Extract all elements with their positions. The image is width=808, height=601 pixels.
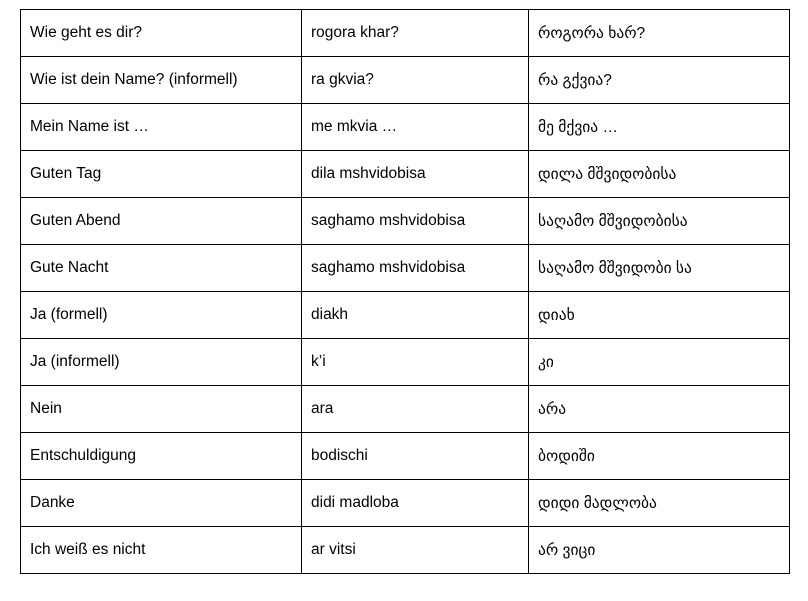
german-cell: Wie ist dein Name? (informell) (21, 57, 302, 104)
transliteration-cell: ar vitsi (302, 527, 529, 574)
phrase-table (20, 9, 790, 574)
georgian-cell: საღამო მშვიდობისა (529, 198, 790, 245)
table-row (21, 104, 790, 151)
transliteration-cell: k’i (302, 339, 529, 386)
georgian-cell: მე მქვია … (529, 104, 790, 151)
german-cell: Nein (21, 386, 302, 433)
georgian-cell: საღამო მშვიდობი სა (529, 245, 790, 292)
transliteration-cell: ra gkvia? (302, 57, 529, 104)
table-row (21, 198, 790, 245)
german-cell: Ich weiß es nicht (21, 527, 302, 574)
transliteration-cell: me mkvia … (302, 104, 529, 151)
table-row (21, 433, 790, 480)
german-cell: Gute Nacht (21, 245, 302, 292)
georgian-cell: არა (529, 386, 790, 433)
table-row (21, 151, 790, 198)
transliteration-cell: diakh (302, 292, 529, 339)
georgian-cell: დიახ (529, 292, 790, 339)
table-row (21, 292, 790, 339)
transliteration-cell: saghamo mshvidobisa (302, 245, 529, 292)
transliteration-cell: saghamo mshvidobisa (302, 198, 529, 245)
table-row (21, 527, 790, 574)
transliteration-cell: dila mshvidobisa (302, 151, 529, 198)
german-cell: Ja (formell) (21, 292, 302, 339)
georgian-cell: რა გქვია? (529, 57, 790, 104)
georgian-cell: დიდი მადლობა (529, 480, 790, 527)
german-cell: Guten Abend (21, 198, 302, 245)
german-cell: Danke (21, 480, 302, 527)
georgian-cell: ბოდიში (529, 433, 790, 480)
table-row (21, 245, 790, 292)
georgian-cell: დილა მშვიდობისა (529, 151, 790, 198)
table-row (21, 480, 790, 527)
transliteration-cell: didi madloba (302, 480, 529, 527)
transliteration-cell: ara (302, 386, 529, 433)
georgian-cell: როგორა ხარ? (529, 10, 790, 57)
table-row (21, 339, 790, 386)
table-row (21, 386, 790, 433)
german-cell: Entschuldigung (21, 433, 302, 480)
transliteration-cell: rogora khar? (302, 10, 529, 57)
german-cell: Wie geht es dir? (21, 10, 302, 57)
table-row (21, 57, 790, 104)
transliteration-cell: bodischi (302, 433, 529, 480)
table-row (21, 10, 790, 57)
german-cell: Ja (informell) (21, 339, 302, 386)
georgian-cell: არ ვიცი (529, 527, 790, 574)
georgian-cell: კი (529, 339, 790, 386)
german-cell: Guten Tag (21, 151, 302, 198)
german-cell: Mein Name ist … (21, 104, 302, 151)
